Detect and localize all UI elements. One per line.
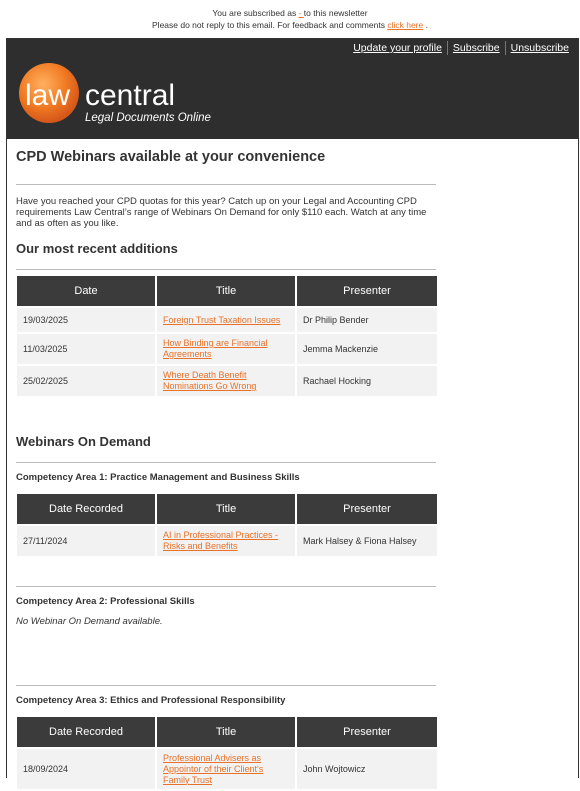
preheader-line2: [0, 19, 580, 31]
webinar-title-link[interactable]: Professional Advisers as Appointor of their Client's Family Trust: [163, 752, 264, 785]
area2-empty-message: No Webinar On Demand available.: [16, 616, 163, 627]
row-title-cell: [157, 334, 295, 364]
subscriber-email-link[interactable]: -: [298, 8, 304, 18]
divider: [16, 184, 436, 185]
column-header-presenter: Presenter: [297, 717, 437, 747]
intro-paragraph: Have you reached your CPD quotas for this year? Catch up on your Legal and Accounting CPD requirements Law Central’s range of Webinars On Demand for only $110 each. Watch at any time and as often as you like.: [16, 196, 427, 229]
preheader: [0, 0, 580, 31]
table-row: [17, 308, 437, 332]
row-title-cell: [157, 526, 295, 556]
row-date: 11/03/2025: [17, 334, 155, 364]
table-row: [17, 366, 437, 396]
logo-tagline: Legal Documents Online: [85, 112, 211, 124]
column-header-date: Date Recorded: [17, 494, 155, 524]
row-date: 25/02/2025: [17, 366, 155, 396]
column-header-date: Date: [17, 276, 155, 306]
row-date: 18/09/2024: [17, 749, 155, 789]
logo-central-text: central: [85, 79, 176, 112]
table-header-row: [17, 717, 437, 747]
row-title-cell: [157, 366, 295, 396]
table-row: [17, 749, 437, 789]
column-header-title: Title: [157, 494, 295, 524]
webinar-title-link[interactable]: AI in Professional Practices - Risks and Benefits: [163, 530, 279, 551]
table-header-row: [17, 494, 437, 524]
unsubscribe-link[interactable]: Unsubscribe: [505, 41, 574, 55]
table-row: [17, 334, 437, 364]
column-header-title: Title: [157, 276, 295, 306]
newsletter-content: [7, 139, 578, 791]
divider: [16, 462, 436, 463]
column-header-presenter: Presenter: [297, 494, 437, 524]
logo-law-text: law: [25, 79, 71, 112]
row-date: 27/11/2024: [17, 526, 155, 556]
area3-webinars-table: [15, 715, 439, 791]
webinar-title-link[interactable]: How Binding are Financial Agreements: [163, 338, 268, 359]
subscribe-link[interactable]: Subscribe: [447, 41, 505, 55]
row-title-cell: [157, 308, 295, 332]
ondemand-heading: Webinars On Demand: [16, 434, 151, 449]
newsletter-header: [7, 39, 578, 139]
header-links: [348, 41, 574, 55]
row-presenter: Mark Halsey & Fiona Halsey: [297, 526, 437, 556]
page-title: CPD Webinars available at your convenience: [16, 149, 326, 165]
update-profile-link[interactable]: Update your profile: [353, 42, 442, 54]
column-header-presenter: Presenter: [297, 276, 437, 306]
divider: [16, 685, 436, 686]
row-presenter: Rachael Hocking: [297, 366, 437, 396]
row-date: 19/03/2025: [17, 308, 155, 332]
preheader-text: Please do not reply to this email. For feedback and comments: [152, 20, 385, 30]
webinar-title-link[interactable]: Where Death Benefit Nominations Go Wrong: [163, 370, 257, 391]
row-presenter: John Wojtowicz: [297, 749, 437, 789]
row-title-cell: [157, 749, 295, 789]
table-row: [17, 526, 437, 556]
webinar-title-link[interactable]: Foreign Trust Taxation Issues: [163, 314, 281, 325]
area1-webinars-table: [15, 492, 439, 558]
area3-heading: Competency Area 3: Ethics and Professional Responsibility: [16, 695, 286, 706]
table-header-row: [17, 276, 437, 306]
preheader-line1: [0, 7, 580, 19]
row-presenter: Dr Philip Bender: [297, 308, 437, 332]
recent-webinars-table: [15, 274, 439, 398]
preheader-text: You are subscribed as: [212, 8, 297, 18]
divider: [16, 269, 436, 270]
feedback-link[interactable]: click here: [387, 20, 424, 30]
area1-heading: Competency Area 1: Practice Management and Business Skills: [16, 472, 300, 483]
recent-heading: Our most recent additions: [16, 241, 178, 256]
preheader-text: to this newsletter: [303, 8, 368, 18]
preheader-text: .: [425, 20, 428, 30]
column-header-title: Title: [157, 717, 295, 747]
area2-heading: Competency Area 2: Professional Skills: [16, 596, 195, 607]
row-presenter: Jemma Mackenzie: [297, 334, 437, 364]
column-header-date: Date Recorded: [17, 717, 155, 747]
law-central-logo[interactable]: [19, 61, 239, 131]
divider: [16, 586, 436, 587]
logo-graphic: [19, 61, 239, 131]
newsletter-card: [6, 38, 579, 785]
